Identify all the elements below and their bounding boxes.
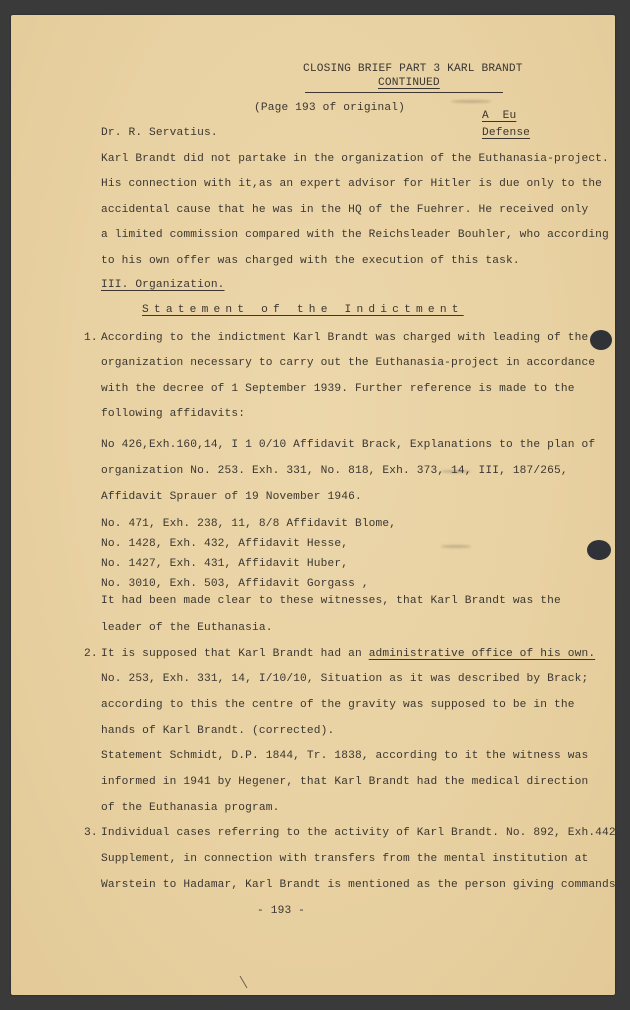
conclusion-line: It had been made clear to these witnesses, that Karl Brandt was the <box>101 595 561 607</box>
item-line: Warstein to Hadamar, Karl Brandt is mentioned as the person giving commands. <box>101 879 623 891</box>
item-lead <box>101 647 595 661</box>
item-line: Individual cases referring to the activity of Karl Brandt. No. 892, Exh.442, <box>101 827 623 839</box>
section-subheading: Statement of the Indictment <box>142 304 464 316</box>
item-lead-text: It is supposed that Karl Brandt had an <box>101 648 369 660</box>
affidavit-line: No. 1428, Exh. 432, Affidavit Hesse, <box>101 538 349 550</box>
item-line: No. 253, Exh. 331, 14, I/10/10, Situation as it was described by Brack; <box>101 673 589 685</box>
punch-hole-bottom <box>587 540 611 560</box>
affidavit-line: No. 1427, Exh. 431, Affidavit Huber, <box>101 558 349 570</box>
item-line: Statement Schmidt, D.P. 1844, Tr. 1838, according to it the witness was <box>101 750 589 762</box>
intro-line: to his own offer was charged with the execution of this task. <box>101 255 520 267</box>
intro-line: accidental cause that he was in the HQ of the Fuehrer. He received only <box>101 204 589 216</box>
item-line: hands of Karl Brandt. (corrected). <box>101 725 335 737</box>
affidavit-line: No. 471, Exh. 238, 11, 8/8 Affidavit Blome, <box>101 518 397 530</box>
smudge <box>451 100 491 103</box>
item-line: Supplement, in connection with transfers from the mental institution at <box>101 853 589 865</box>
document-title: CLOSING BRIEF PART 3 KARL BRANDT <box>303 63 523 75</box>
item-number: 1. <box>84 332 98 344</box>
item-lead-underlined: administrative office of his own. <box>368 648 596 660</box>
document-page <box>11 15 623 995</box>
item-line: informed in 1941 by Hegener, that Karl Brandt had the medical direction <box>101 776 589 788</box>
affidavit-line: No. 3010, Exh. 503, Affidavit Gorgass , <box>101 578 369 590</box>
reference-line: No 426,Exh.160,14, I 1 0/10 Affidavit Brack, Explanations to the plan of <box>101 439 596 451</box>
title-underline <box>305 92 503 93</box>
reference-line: organization No. 253. Exh. 331, No. 818, Exh. 373, 14, III, 187/265, <box>101 465 568 477</box>
item-line: of the Euthanasia program. <box>101 802 280 814</box>
tag-defense: Defense <box>482 127 531 139</box>
item-line: organization necessary to carry out the Euthanasia-project in accordance <box>101 357 596 369</box>
tag-a-eu: A Eu <box>482 110 517 122</box>
page-number: - 193 - <box>257 905 306 917</box>
punch-hole-top <box>590 330 612 350</box>
intro-line: His connection with it,as an expert advisor for Hitler is due only to the <box>101 178 603 190</box>
author: Dr. R. Servatius. <box>101 127 218 139</box>
item-line: with the decree of 1 September 1939. Further reference is made to the <box>101 383 575 395</box>
reference-line: Affidavit Sprauer of 19 November 1946. <box>101 491 362 503</box>
section-heading: III. Organization. <box>101 279 225 291</box>
smudge <box>441 545 471 548</box>
pencil-mark <box>240 976 248 989</box>
document-subtitle: CONTINUED <box>378 77 440 89</box>
item-line: according to this the centre of the gravity was supposed to be in the <box>101 699 575 711</box>
item-number: 3. <box>84 827 98 839</box>
page-reference: (Page 193 of original) <box>254 102 405 114</box>
intro-line: Karl Brandt did not partake in the organization of the Euthanasia-project. <box>101 153 609 165</box>
item-line: following affidavits: <box>101 408 246 420</box>
conclusion-line: leader of the Euthanasia. <box>101 622 273 634</box>
item-line: According to the indictment Karl Brandt was charged with leading of the <box>101 332 589 344</box>
item-number: 2. <box>84 648 98 660</box>
intro-line: a limited commission compared with the Reichsleader Bouhler, who according <box>101 229 609 241</box>
